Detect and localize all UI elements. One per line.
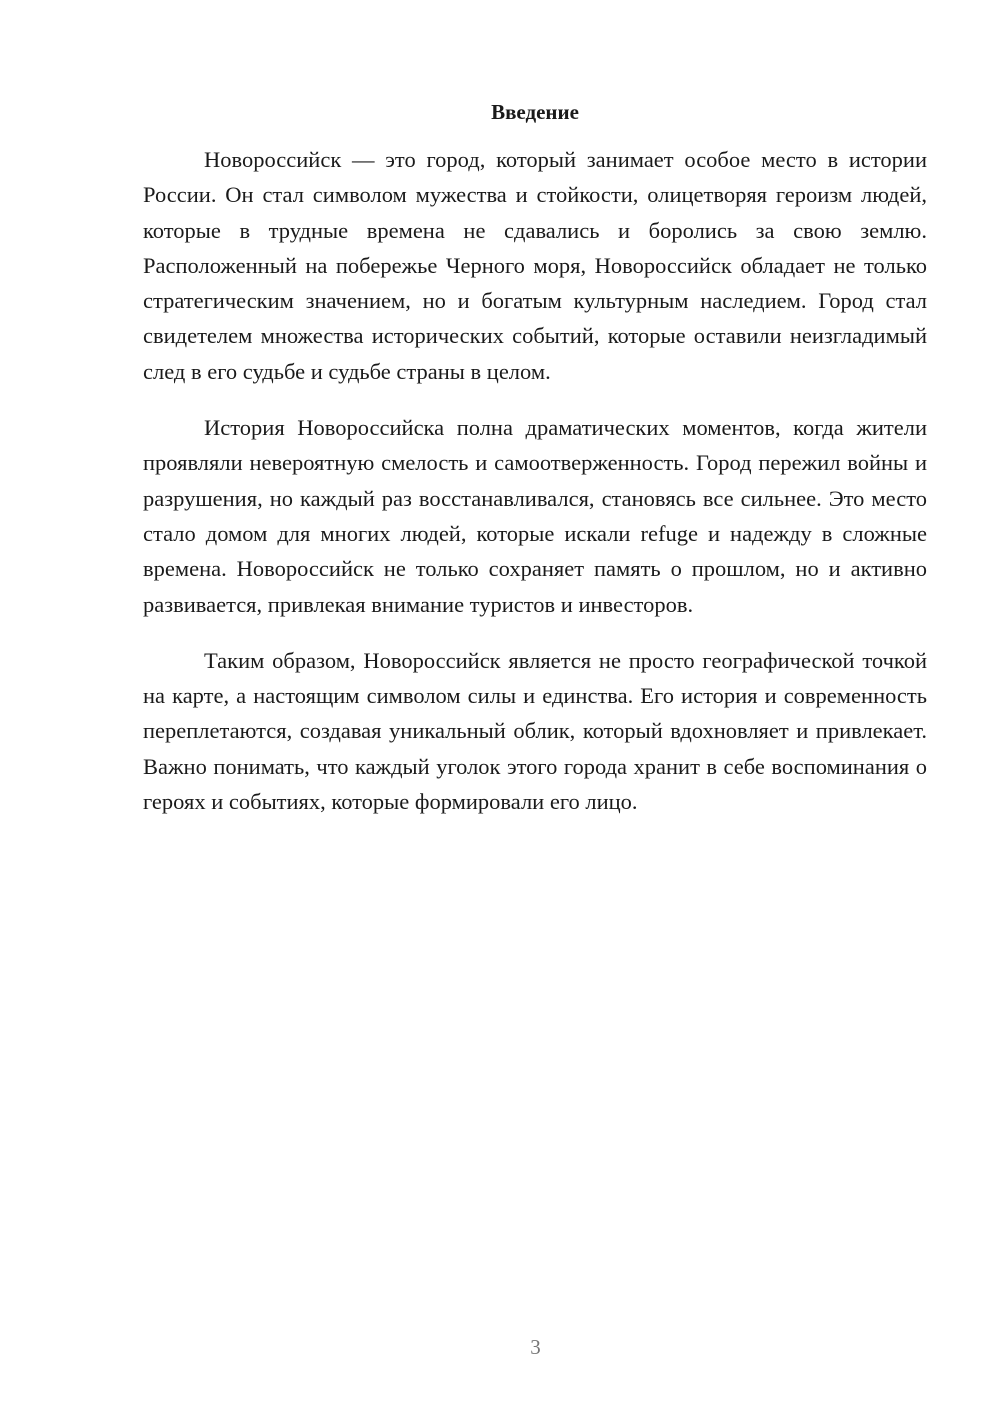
paragraph-1: Новороссийск — это город, который занимает особое место в истории России. Он стал символом мужества и стойкости, олицетворяя героизм людей, которые в трудные времена не сдавались и боролись за свою землю. Расположенный на побережье Черного моря, Новороссийск обладает не только стратегическим значением, но и богатым культурным наследием. Город стал свидетелем множества исторических событий, которые оставили неизгладимый след в его судьбе и судьбе страны в целом. xyxy=(143,147,927,384)
page-number: 3 xyxy=(530,1335,541,1359)
body-text xyxy=(143,142,927,840)
paragraph-2: История Новороссийска полна драматических моментов, когда жители проявляли невероятную смелость и самоотверженность. Город пережил войны и разрушения, но каждый раз восстанавливался, становясь все сильнее. Это место стало домом для многих людей, которые искали refuge и надежду в сложные времена. Новороссийск не только сохраняет память о прошлом, но и активно развивается, привлекая внимание туристов и инвесторов. xyxy=(143,415,927,617)
page-title: Введение xyxy=(491,100,579,124)
paragraph-3: Таким образом, Новороссийск является не просто географической точкой на карте, а настоящим символом силы и единства. Его история и современность переплетаются, создавая уникальный облик, который вдохновляет и привлекает. Важно понимать, что каждый уголок этого города хранит в себе воспоминания о героях и событиях, которые формировали его лицо. xyxy=(143,647,927,815)
